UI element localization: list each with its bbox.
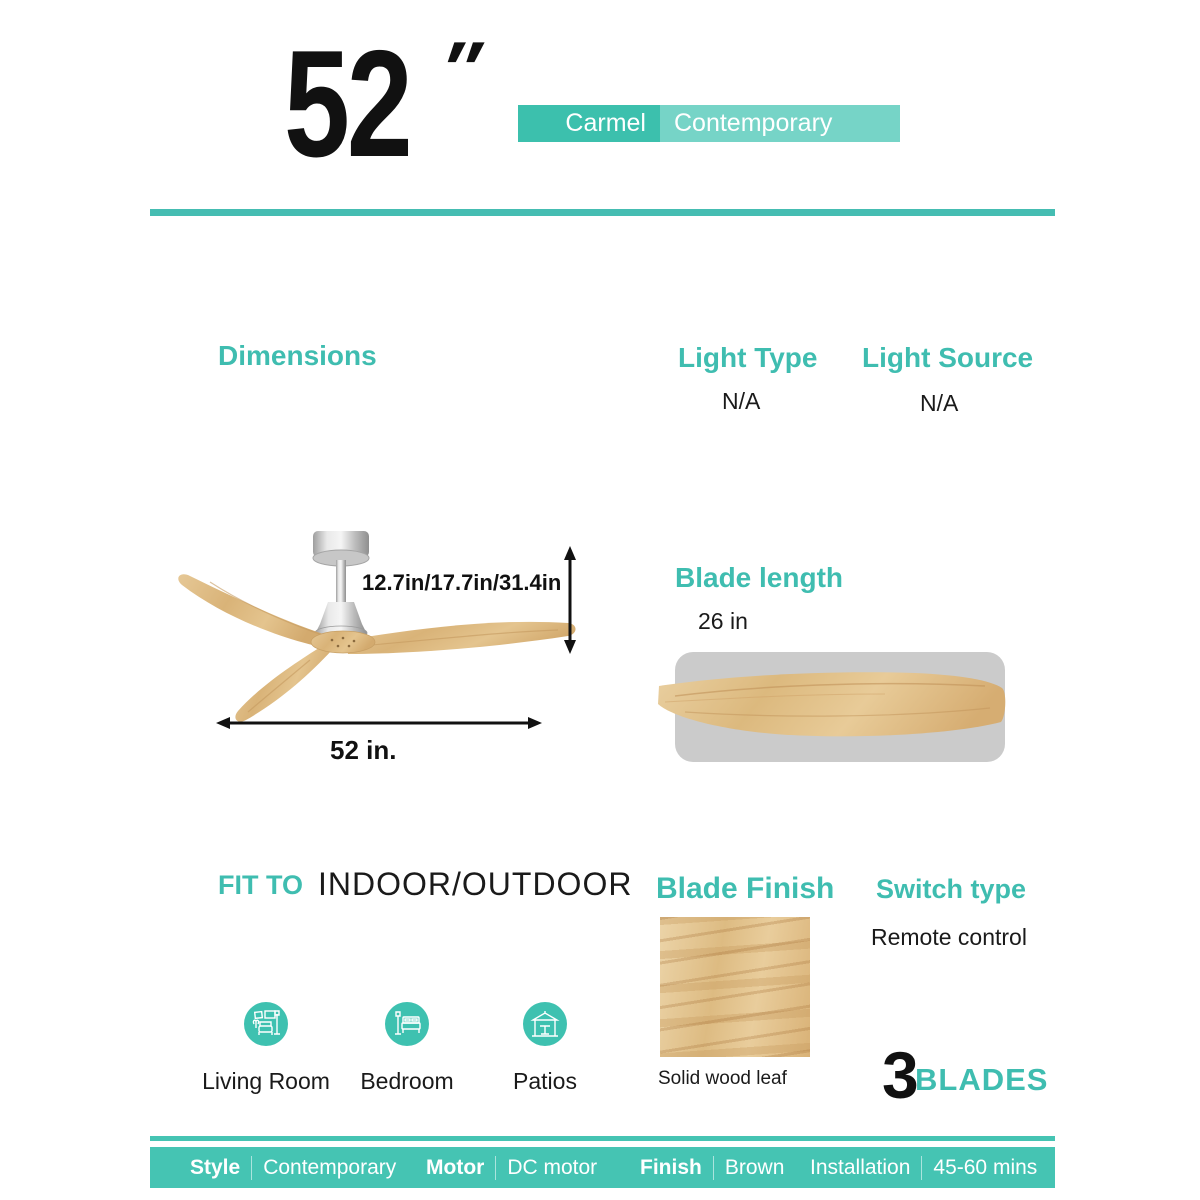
spec-installation	[810, 1147, 1037, 1188]
blade-length-title: Blade length	[675, 562, 844, 593]
wood-finish-swatch	[660, 917, 810, 1057]
product-badge	[518, 105, 900, 142]
fan-size-number: 52	[284, 19, 410, 189]
dimensions-title: Dimensions	[218, 340, 377, 371]
spec-finish	[640, 1147, 784, 1188]
footer-spec-bar	[150, 1147, 1055, 1188]
width-dimension-label: 52 in.	[330, 735, 397, 765]
fan-hub	[311, 631, 375, 653]
spec-value: Brown	[724, 1155, 785, 1179]
light-type-title: Light Type	[678, 342, 818, 373]
room-label: Patios	[513, 1068, 577, 1094]
spec-label: Motor	[426, 1155, 485, 1179]
blade-count-number: 3	[882, 1038, 919, 1112]
switch-type-title: Switch type	[876, 874, 1027, 904]
room-bedroom	[332, 1002, 482, 1095]
separator	[921, 1156, 922, 1180]
blade-finish-title: Blade Finish	[656, 872, 835, 905]
fan-blades	[178, 574, 575, 721]
light-source-title: Light Source	[862, 342, 1034, 373]
room-living-room	[191, 1002, 341, 1095]
living-room-icon	[244, 1002, 288, 1046]
spec-label: Installation	[810, 1155, 911, 1179]
fan-downrod	[336, 560, 346, 602]
spec-label: Finish	[640, 1155, 702, 1179]
height-arrow	[564, 546, 576, 654]
separator	[495, 1156, 496, 1180]
room-patios	[470, 1002, 620, 1095]
light-source-value: N/A	[920, 390, 959, 416]
room-label: Living Room	[202, 1068, 330, 1094]
light-type-value: N/A	[722, 388, 761, 414]
badge-model-name: Carmel	[518, 105, 660, 142]
height-dimension-label: 12.7in/17.7in/31.4in	[362, 570, 562, 595]
wood-finish-caption: Solid wood leaf	[658, 1068, 787, 1089]
spec-motor	[426, 1147, 597, 1188]
footer-accent-line	[150, 1136, 1055, 1141]
width-arrow	[216, 717, 542, 729]
separator	[713, 1156, 714, 1180]
divider-line	[150, 209, 1055, 216]
patio-icon	[523, 1002, 567, 1046]
fit-to-value: INDOOR/OUTDOOR	[318, 866, 633, 902]
blade-length-value: 26 in	[698, 608, 748, 634]
blade-illustration	[655, 660, 1015, 758]
spec-value: Contemporary	[263, 1155, 397, 1179]
badge-style-name: Contemporary	[660, 105, 900, 142]
room-label: Bedroom	[360, 1068, 454, 1094]
bedroom-icon	[385, 1002, 429, 1046]
spec-value: 45-60 mins	[933, 1155, 1038, 1179]
spec-style	[190, 1147, 396, 1188]
separator	[251, 1156, 252, 1180]
fit-to-label: FIT TO	[218, 870, 303, 900]
switch-type-value: Remote control	[871, 924, 1027, 950]
spec-label: Style	[190, 1155, 241, 1179]
inch-mark: ″	[433, 25, 490, 113]
blade-count-label: BLADES	[915, 1062, 1049, 1097]
spec-value: DC motor	[507, 1155, 598, 1179]
